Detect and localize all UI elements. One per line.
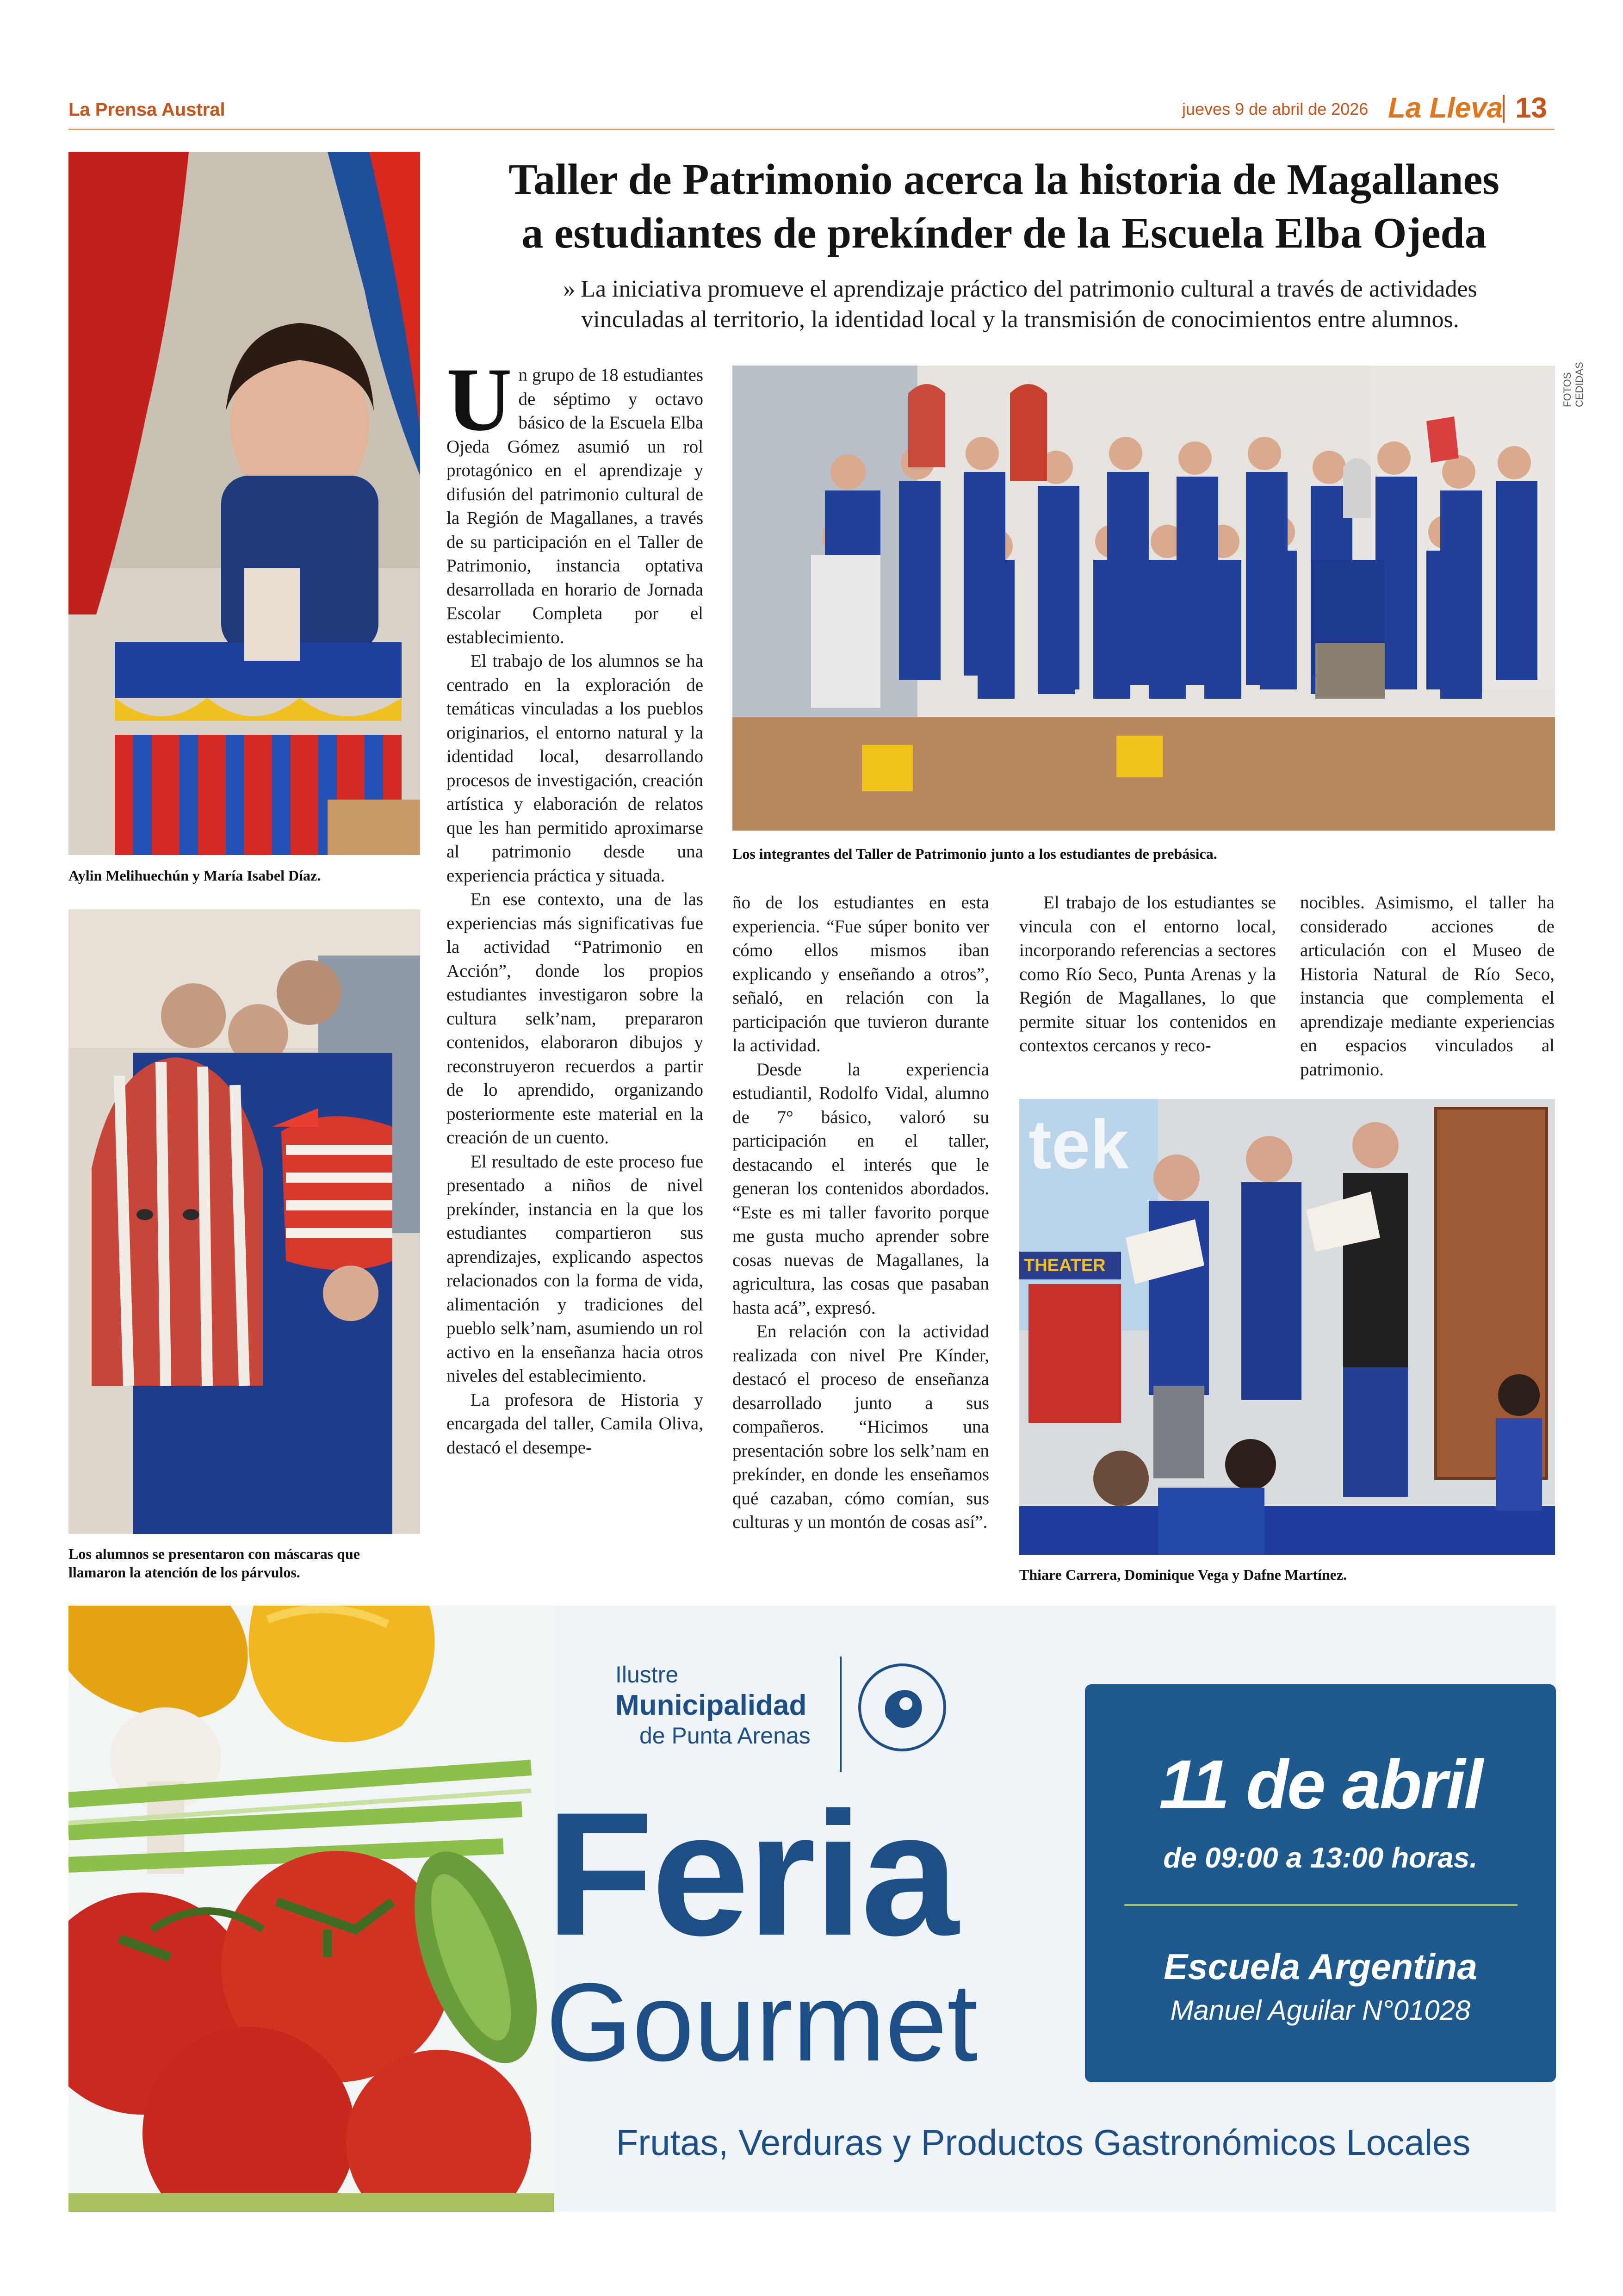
paragraph: En relación con la actividad realizada con nivel Pre Kínder, destacó el proceso de enseñanza desarrollado junto a sus compañeros. “Hicimos una presentación sobre los selk’nam en prekínder, en donde les enseñamos qué cazaban, cómo comían, sus culturas y un montón de cosas así”. (732, 1322, 989, 1532)
header-separator (1503, 95, 1505, 123)
deck-line-1: La iniciativa promueve el aprendizaje práctico del patrimonio cultural a través de actividades (581, 276, 1477, 302)
caption-photo-3: Los integrantes del Taller de Patrimonio junto a los estudiantes de prebásica. (732, 845, 1217, 862)
ad-punta-arenas: de Punta Arenas (639, 1723, 811, 1749)
ad-municipalidad: Municipalidad (615, 1689, 807, 1721)
ad-tagline: Frutas, Verduras y Productos Gastronómicos Locales (616, 2122, 1471, 2163)
ad-illustre: Ilustre (615, 1662, 679, 1688)
photo-puppet-theater (68, 152, 420, 855)
ad-logo-separator (840, 1657, 842, 1772)
caption-photo-1: Aylin Melihuechún y María Isabel Díaz. (68, 867, 321, 884)
paragraph: Desde la experiencia estudiantil, Rodolfo Vidal, alumno de 7° básico, valoró su participación en el taller, destacando el interés que le generan los contenidos abordados. “Este es mi taller favorito porque me gusta mucho aprender sobre cosas nuevas de Magallanes, la agricultura, las cosas que pasaban hasta acá”, expresó. (732, 1059, 989, 1318)
article-column-1 (446, 349, 703, 1459)
paragraph: nocibles. Asimismo, el taller ha considerado acciones de articulación con el Museo de Historia Natural de Río Seco, instancia que complementa el aprendizaje mediante experiencias en espacios vinculados al patrimonio. (1300, 893, 1555, 1080)
ad-divider (1124, 1904, 1518, 1906)
article-column-4 (1300, 891, 1555, 1081)
article-column-2 (732, 891, 989, 1534)
photo-credit: FOTOS CEDIDAS (1561, 362, 1585, 407)
ad-feria-title: Feria (546, 1775, 957, 1972)
chevron-right-icon: » (563, 276, 576, 302)
paragraph: La profesora de Historia y encargada del taller, Camila Oliva, destacó el desempe- (446, 1390, 703, 1458)
caption-photo-2: Los alumnos se presentaron con máscaras que llamaron la atención de los párvulos. (68, 1545, 360, 1581)
paragraph: En ese contexto, una de las experiencias más significativas fue la actividad “Patrimonio en Acción”, donde los propios estudiantes investigaron sobre la cultura selk’nam, prepararon contenidos, elaboraron dibujos y reconstruyeron recuerdos a partir de lo aprendido, organizando posteriormente este material en la creación de un cuento. (446, 889, 703, 1148)
paragraph: El resultado de este proceso fue presentado a niños de nivel prekínder, instancia en la que los estudiantes compartieron sus aprendizajes, explicando aspectos relacionados con la forma de vida, alimentación y tradiciones del pueblo selk’nam, asumiendo un rol activo en la enseñanza hacia otros niveles del establecimiento. (446, 1151, 703, 1386)
deck-line-2: vinculadas al territorio, la identidad local y la transmisión de conocimientos entre alumnos. (581, 306, 1459, 333)
paragraph: Un grupo de 18 estudiantes de séptimo y octavo básico de la Escuela Elba Ojeda Gómez asumió un rol protagónico en el aprendizaje y difusión del patrimonio cultural de la Región de Magallanes, a través de su participación en el Taller de Patrimonio, instancia optativa desarrollada en horario de Jornada Escolar Completa por el establecimiento. (446, 349, 703, 647)
photo-masks (68, 909, 420, 1534)
paragraph: El trabajo de los estudiantes se vincula con el entorno local, incorporando referencias a sectores como Río Seco, Punta Arenas y la Región de Magallanes, lo que permite situar los contenidos en contextos cercanos y reco- (1019, 893, 1276, 1055)
header-rule (68, 129, 1555, 130)
theater-sign: THEATER (1024, 1256, 1106, 1275)
newspaper-name: La Prensa Austral (68, 99, 225, 120)
paragraph: ño de los estudiantes en esta experiencia. “Fue súper bonito ver cómo ellos mismos iban explicando y enseñando a otros”, señaló, en relación con la participación que tuvieron durante la actividad. (732, 893, 989, 1055)
ciudad-antartica-seal-icon (856, 1661, 948, 1754)
headline-line-2: a estudiantes de prekínder de la Escuela Elba Ojeda (521, 209, 1487, 257)
paragraph: El trabajo de los alumnos se ha centrado en la exploración de temáticas vinculadas a los pueblos originarios, el entorno natural y la identidad local, desarrollando procesos de investigación, creación artística y elaboración de relatos que les han permitido aproximarse al patrimonio desde una experiencia práctica y situada. (446, 651, 703, 886)
page-number: 13 (1515, 92, 1547, 124)
headline (453, 153, 1555, 260)
tek-sign: tek (1028, 1105, 1129, 1183)
ad-venue: Escuela Argentina (1164, 1946, 1477, 1987)
ad-address: Manuel Aguilar N°01028 (1170, 1995, 1471, 2026)
ad-date: 11 de abril (1159, 1745, 1482, 1823)
headline-line-1: Taller de Patrimonio acerca la historia de Magallanes (508, 155, 1499, 204)
section-name: La Lleva (1388, 92, 1503, 124)
photo-group (732, 366, 1555, 831)
photo-reading (1019, 1099, 1555, 1555)
vegetables-illustration (68, 1606, 554, 2212)
ad-gourmet-title: Gourmet (546, 1960, 978, 2084)
issue-date: jueves 9 de abril de 2026 (1182, 99, 1369, 118)
article-column-3 (1019, 891, 1276, 1058)
ad-hours: de 09:00 a 13:00 horas. (1163, 1842, 1478, 1874)
dropcap: U (446, 349, 512, 450)
article-deck (488, 274, 1552, 335)
caption-photo-4: Thiare Carrera, Dominique Vega y Dafne Martínez. (1019, 1566, 1347, 1583)
